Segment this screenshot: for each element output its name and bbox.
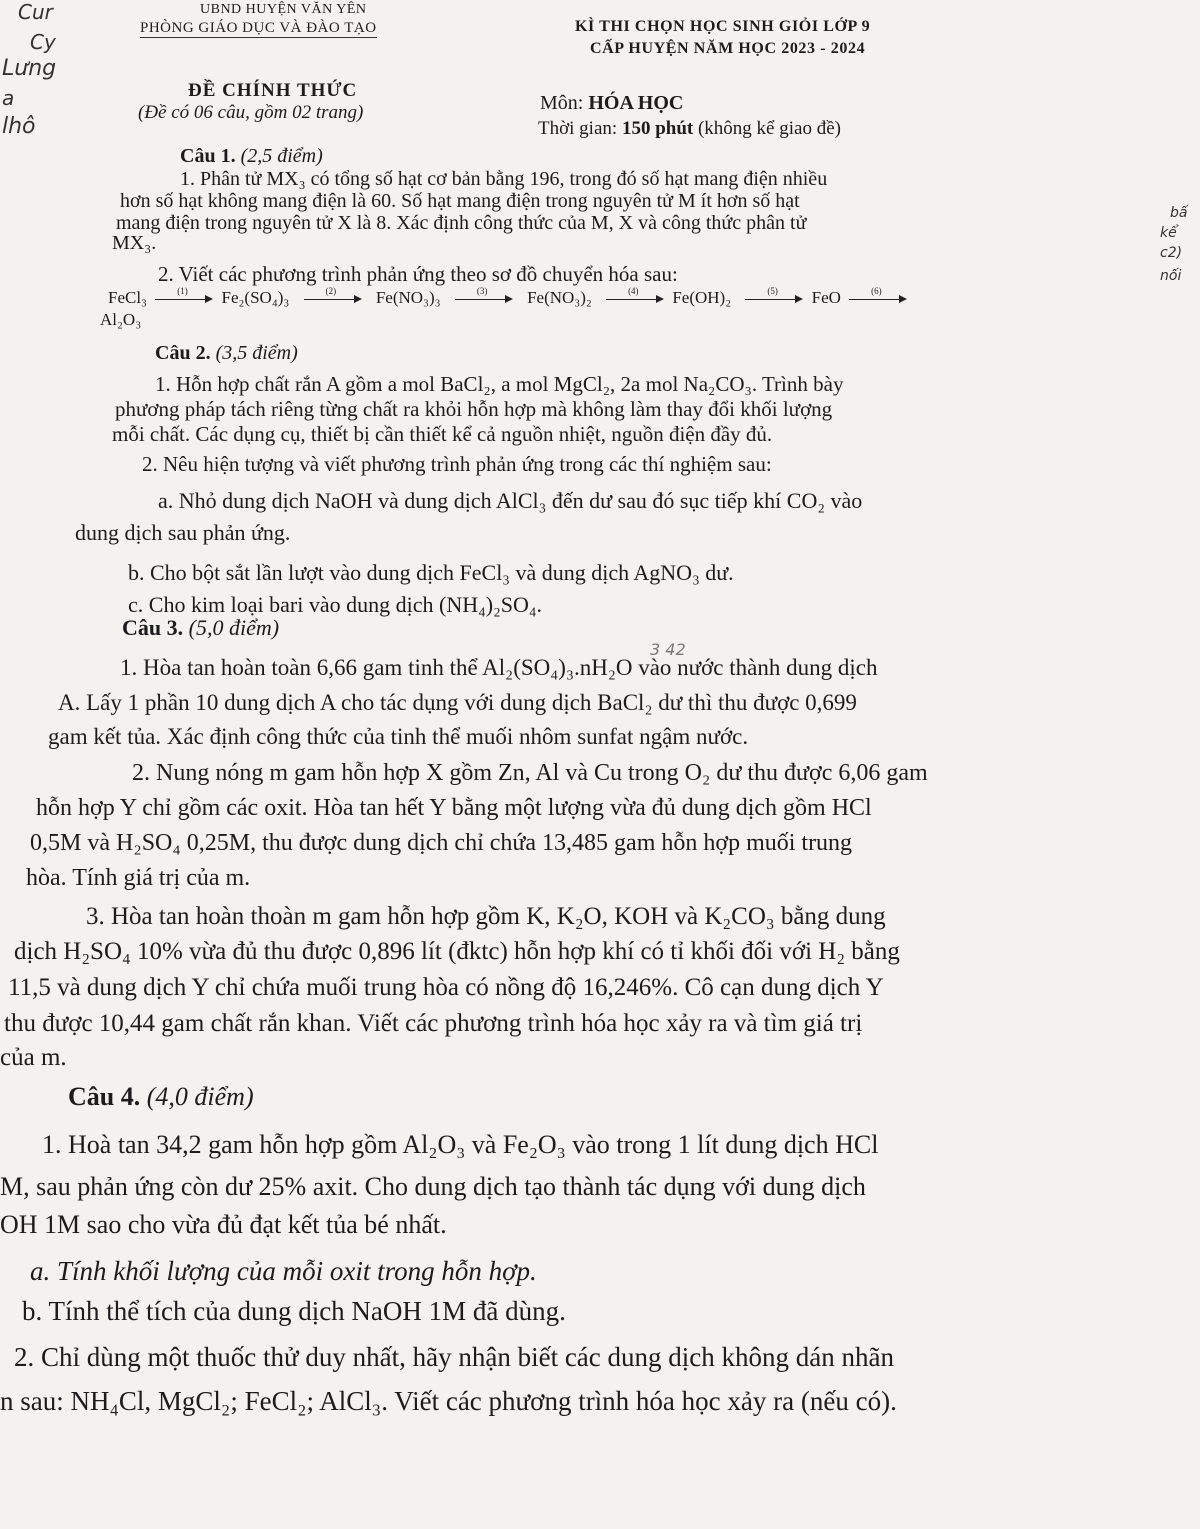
q2-points: (3,5 điểm)	[215, 342, 298, 364]
q3-text: hỗn hợp Y chỉ gồm các oxit. Hòa tan hết Y bằng một lượng vừa đủ dung dịch gồm HCl	[36, 795, 872, 821]
species: Fe(OH)₂	[672, 288, 732, 307]
arrow-icon: (6)	[849, 293, 907, 305]
reaction-scheme-row1	[108, 288, 911, 308]
q3-points: (5,0 điểm)	[188, 615, 280, 640]
q3-title: Câu 3.	[122, 615, 184, 640]
margin-note: Cy	[30, 30, 56, 54]
q3-text: dịch H₂SO₄ 10% vừa đủ thu được 0,896 lít (đktc) hỗn hợp khí có tỉ khối đối với H₂ bằng	[14, 938, 900, 965]
q3-text: 11,5 và dung dịch Y chỉ chứa muối trung hòa có nồng độ 16,246%. Cô cạn dung dịch Y	[8, 974, 884, 1001]
q1-text: 1. Phân tử MX₃ có tổng số hạt cơ bản bằng 196, trong đó số hạt mang điện nhiều	[180, 168, 828, 190]
margin-note: Cur	[18, 0, 53, 24]
q3-text: A. Lấy 1 phần 10 dung dịch A cho tác dụng với dung dịch BaCl₂ dư thì thu được 0,699	[58, 690, 857, 715]
time-label: Thời gian:	[538, 118, 622, 139]
q2-text: b. Cho bột sắt lần lượt vào dung dịch FeCl₃ và dung dịch AgNO₃ dư.	[128, 560, 734, 585]
q3-text: gam kết tủa. Xác định công thức của tinh thể muối nhôm sunfat ngậm nước.	[48, 724, 749, 749]
q3-text: 3. Hòa tan hoàn thoàn m gam hỗn hợp gồm K, K₂O, KOH và K₂CO₃ bằng dung	[86, 903, 886, 930]
q1-text: 2. Viết các phương trình phản ứng theo sơ đồ chuyển hóa sau:	[158, 262, 678, 286]
margin-note: a	[2, 86, 15, 110]
q2-text: mỗi chất. Các dụng cụ, thiết bị cần thiết kể cả nguồn nhiệt, nguồn điện đầy đủ.	[112, 422, 773, 446]
q2-title: Câu 2.	[155, 342, 211, 364]
q3-text: thu được 10,44 gam chất rắn khan. Viết các phương trình hóa học xảy ra và tìm giá trị	[4, 1010, 863, 1037]
handwritten-note: 3 42	[650, 640, 686, 659]
q3-text: 2. Nung nóng m gam hỗn hợp X gồm Zn, Al và Cu trong O₂ dư thu được 6,06 gam	[132, 760, 928, 786]
official-label: ĐỀ CHÍNH THỨC	[188, 80, 358, 101]
subject-line	[540, 92, 683, 115]
margin-note: bấ	[1170, 205, 1188, 221]
q4-text: b. Tính thể tích của dung dịch NaOH 1M đã dùng.	[22, 1296, 566, 1326]
species: FeO	[811, 288, 841, 307]
q2-text: 2. Nêu hiện tượng và viết phương trình phản ứng trong các thí nghiệm sau:	[142, 452, 772, 476]
q2-text: a. Nhỏ dung dịch NaOH và dung dịch AlCl₃ đến dư sau đó sục tiếp khí CO₂ vào	[158, 488, 863, 513]
q3-text: 0,5M và H₂SO₄ 0,25M, thu được dung dịch chỉ chứa 13,485 gam hỗn hợp muối trung	[30, 830, 853, 856]
q3-text: của m.	[0, 1044, 67, 1071]
reaction-scheme-row2: Al₂O₃	[100, 310, 142, 329]
q4-text: M, sau phản ứng còn dư 25% axit. Cho dung dịch tạo thành tác dụng với dung dịch	[0, 1172, 866, 1201]
arrow-icon: (3)	[455, 293, 513, 305]
q2-text: phương pháp tách riêng từng chất ra khỏi hỗn hợp mà không làm thay đổi khối lượng	[115, 397, 833, 421]
species: Fe(NO₃)₂	[527, 288, 592, 307]
margin-note: lhô	[2, 114, 36, 139]
q4-points: (4,0 điểm)	[146, 1082, 254, 1111]
q4-text: 1. Hoà tan 34,2 gam hỗn hợp gồm Al₂O₃ và Fe₂O₃ vào trong 1 lít dung dịch HCl	[42, 1130, 879, 1159]
species: Fe(NO₃)₃	[375, 288, 441, 307]
q1-text: MX₃.	[112, 232, 157, 254]
q1-heading	[180, 145, 323, 168]
q2-text: 1. Hỗn hợp chất rắn A gồm a mol BaCl₂, a mol MgCl₂, 2a mol Na₂CO₃. Trình bày	[155, 372, 844, 396]
species: FeCl₃	[108, 288, 147, 307]
q4-text: a. Tính khối lượng của mỗi oxit trong hỗn hợp.	[30, 1256, 537, 1286]
q3-heading	[122, 615, 279, 641]
arrow-icon: (4)	[606, 293, 664, 305]
time-line	[538, 118, 841, 140]
q3-text: 1. Hòa tan hoàn toàn 6,66 gam tinh thể Al₂(SO₄)₃.nH₂O vào nước thành dung dịch	[120, 655, 878, 680]
arrow-icon: (1)	[155, 293, 213, 305]
subject-name: HÓA HỌC	[588, 92, 684, 114]
q1-points: (2,5 điểm)	[240, 145, 323, 167]
exam-title: KÌ THI CHỌN HỌC SINH GIỎI LỚP 9	[575, 18, 871, 35]
subject-label: Môn:	[540, 92, 589, 114]
q1-text: hơn số hạt không mang điện là 60. Số hạt mang điện trong nguyên tử M ít hơn số hạt	[120, 190, 800, 212]
q2-heading	[155, 342, 298, 365]
species: Fe₂(SO₄)₃	[221, 288, 290, 307]
time-note: (không kể giao đề)	[693, 118, 841, 139]
q4-heading	[68, 1082, 254, 1112]
q4-text: n sau: NH₄Cl, MgCl₂; FeCl₂; AlCl₃. Viết các phương trình hóa học xảy ra (nếu có).	[0, 1386, 897, 1416]
q4-title: Câu 4.	[68, 1082, 141, 1111]
margin-note: kể	[1160, 225, 1177, 241]
q2-text: c. Cho kim loại bari vào dung dịch (NH₄)₂SO₄.	[128, 592, 543, 617]
q1-text: mang điện trong nguyên tử X là 8. Xác định công thức của M, X và công thức phân tử	[116, 212, 807, 234]
exam-subtitle: CẤP HUYỆN NĂM HỌC 2023 - 2024	[590, 40, 866, 57]
margin-note: nối	[1160, 268, 1182, 284]
department-name: PHÒNG GIÁO DỤC VÀ ĐÀO TẠO	[140, 20, 377, 36]
q2-text: dung dịch sau phản ứng.	[75, 520, 291, 545]
time-value: 150 phút	[621, 118, 694, 139]
q3-text: hòa. Tính giá trị của m.	[26, 865, 251, 891]
margin-note: Lưng	[2, 56, 57, 81]
arrow-icon: (2)	[304, 293, 362, 305]
arrow-icon: (5)	[745, 293, 803, 305]
pages-note: (Đề có 06 câu, gồm 02 trang)	[138, 102, 364, 123]
q4-text: 2. Chỉ dùng một thuốc thử duy nhất, hãy nhận biết các dung dịch không dán nhãn	[14, 1342, 894, 1372]
q4-text: OH 1M sao cho vừa đủ đạt kết tủa bé nhất.	[0, 1210, 447, 1239]
q1-title: Câu 1.	[180, 145, 236, 167]
margin-note: c2)	[1160, 245, 1183, 261]
district-name: UBND HUYỆN VĂN YÊN	[200, 2, 367, 17]
